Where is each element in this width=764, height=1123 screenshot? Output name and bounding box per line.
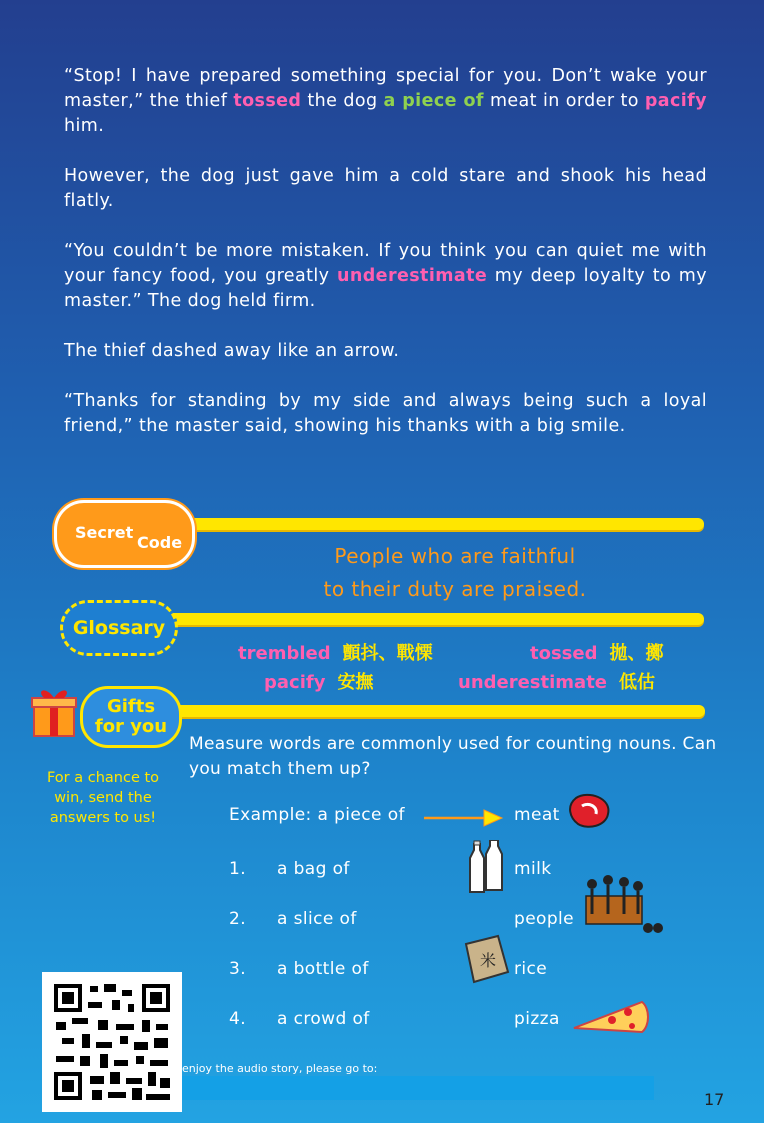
story-paragraph-4: The thief dashed away like an arrow. <box>64 341 400 361</box>
glossary-badge: Glossary <box>60 600 178 656</box>
arrow-right-icon <box>424 808 504 828</box>
meat-icon <box>568 792 614 832</box>
story-paragraph-5: “Thanks for standing by my side and always being such a loyal friend,” the master said, showing his thanks with a big smile. <box>64 391 707 436</box>
example-answer: meat <box>514 805 560 825</box>
secret-code-line-1: People who are faithful <box>334 544 576 568</box>
milk-bottles-icon <box>464 840 506 896</box>
glossary-item-pacify <box>264 668 373 694</box>
item-phrase: a bottle of <box>277 959 369 979</box>
item-phrase: a slice of <box>277 909 357 929</box>
secret-code-badge-word2: Code <box>137 533 183 552</box>
highlight-a-piece-of: a piece of <box>383 91 484 111</box>
item-number: 1. <box>229 859 247 879</box>
glossary-item-trembled <box>238 639 433 665</box>
item-number: 4. <box>229 1009 247 1029</box>
story-paragraph-1 <box>64 64 707 139</box>
secret-code-message <box>260 540 650 606</box>
secret-code-badge <box>54 500 195 568</box>
glossary-item-underestimate <box>458 668 655 694</box>
story-paragraph-3 <box>64 239 707 314</box>
rice-sack-icon <box>458 934 512 986</box>
item-noun: people <box>514 909 575 929</box>
glossary-translation: 拋、擲 <box>609 643 664 664</box>
gifts-side-note: For a chance to win, send the answers to us! <box>46 770 160 826</box>
svg-text:米: 米 <box>480 951 497 970</box>
story-text-span: “You couldn’t be more mistaken. If you think you can quiet me with your fancy food, you greatly <box>64 241 707 286</box>
story-text-span: meat in order to <box>483 91 645 111</box>
item-noun: pizza <box>514 1009 560 1029</box>
story-text-span: the dog <box>301 91 384 111</box>
story-text-span: my deep loyalty to my master.” The dog held firm. <box>64 266 707 311</box>
glossary-translation: 低估 <box>619 672 656 693</box>
highlight-pacify: pacify <box>644 91 707 111</box>
glossary-term: underestimate <box>458 672 608 693</box>
story-text-span: him. <box>64 116 105 136</box>
secret-code-line-2: to their duty are praised. <box>323 577 587 601</box>
glossary-band <box>160 613 704 625</box>
gifts-instruction: Measure words are commonly used for counting nouns. Can you match them up? <box>189 734 717 779</box>
glossary-translation: 安撫 <box>337 672 374 693</box>
gifts-badge-line2: for you <box>94 716 168 737</box>
gifts-badge <box>80 686 182 748</box>
glossary-term: pacify <box>264 672 326 693</box>
secret-code-badge-word1: Secret <box>75 523 134 542</box>
audio-url-bar[interactable] <box>182 1076 654 1100</box>
highlight-underestimate: underestimate <box>337 266 488 286</box>
people-crowd-icon <box>578 870 664 934</box>
story-text-span: “Stop! I have prepared something special for you. Don’t wake your master,” the thief <box>64 66 707 111</box>
page-number: 17 <box>704 1090 725 1109</box>
gifts-badge-line1: Gifts <box>106 696 156 717</box>
pizza-slice-icon <box>572 998 650 1036</box>
glossary-translation: 顫抖、戰慄 <box>342 643 433 664</box>
story-paragraph-2: However, the dog just gave him a cold stare and shook his head flatly. <box>64 166 707 211</box>
gift-box-icon <box>30 686 78 738</box>
qr-code[interactable] <box>42 972 182 1112</box>
highlight-tossed: tossed <box>233 91 302 111</box>
item-noun: milk <box>514 859 552 879</box>
item-noun: rice <box>514 959 548 979</box>
glossary-term: trembled <box>238 643 331 664</box>
secret-code-band <box>170 518 704 530</box>
example-label: Example: a piece of <box>229 805 405 825</box>
item-phrase: a crowd of <box>277 1009 370 1029</box>
story-text <box>64 64 707 464</box>
item-number: 3. <box>229 959 247 979</box>
gifts-band <box>165 705 705 717</box>
glossary-term: tossed <box>530 643 598 664</box>
audio-story-text: enjoy the audio story, please go to: <box>182 1062 378 1075</box>
item-number: 2. <box>229 909 247 929</box>
glossary-item-tossed <box>530 639 664 665</box>
item-phrase: a bag of <box>277 859 350 879</box>
